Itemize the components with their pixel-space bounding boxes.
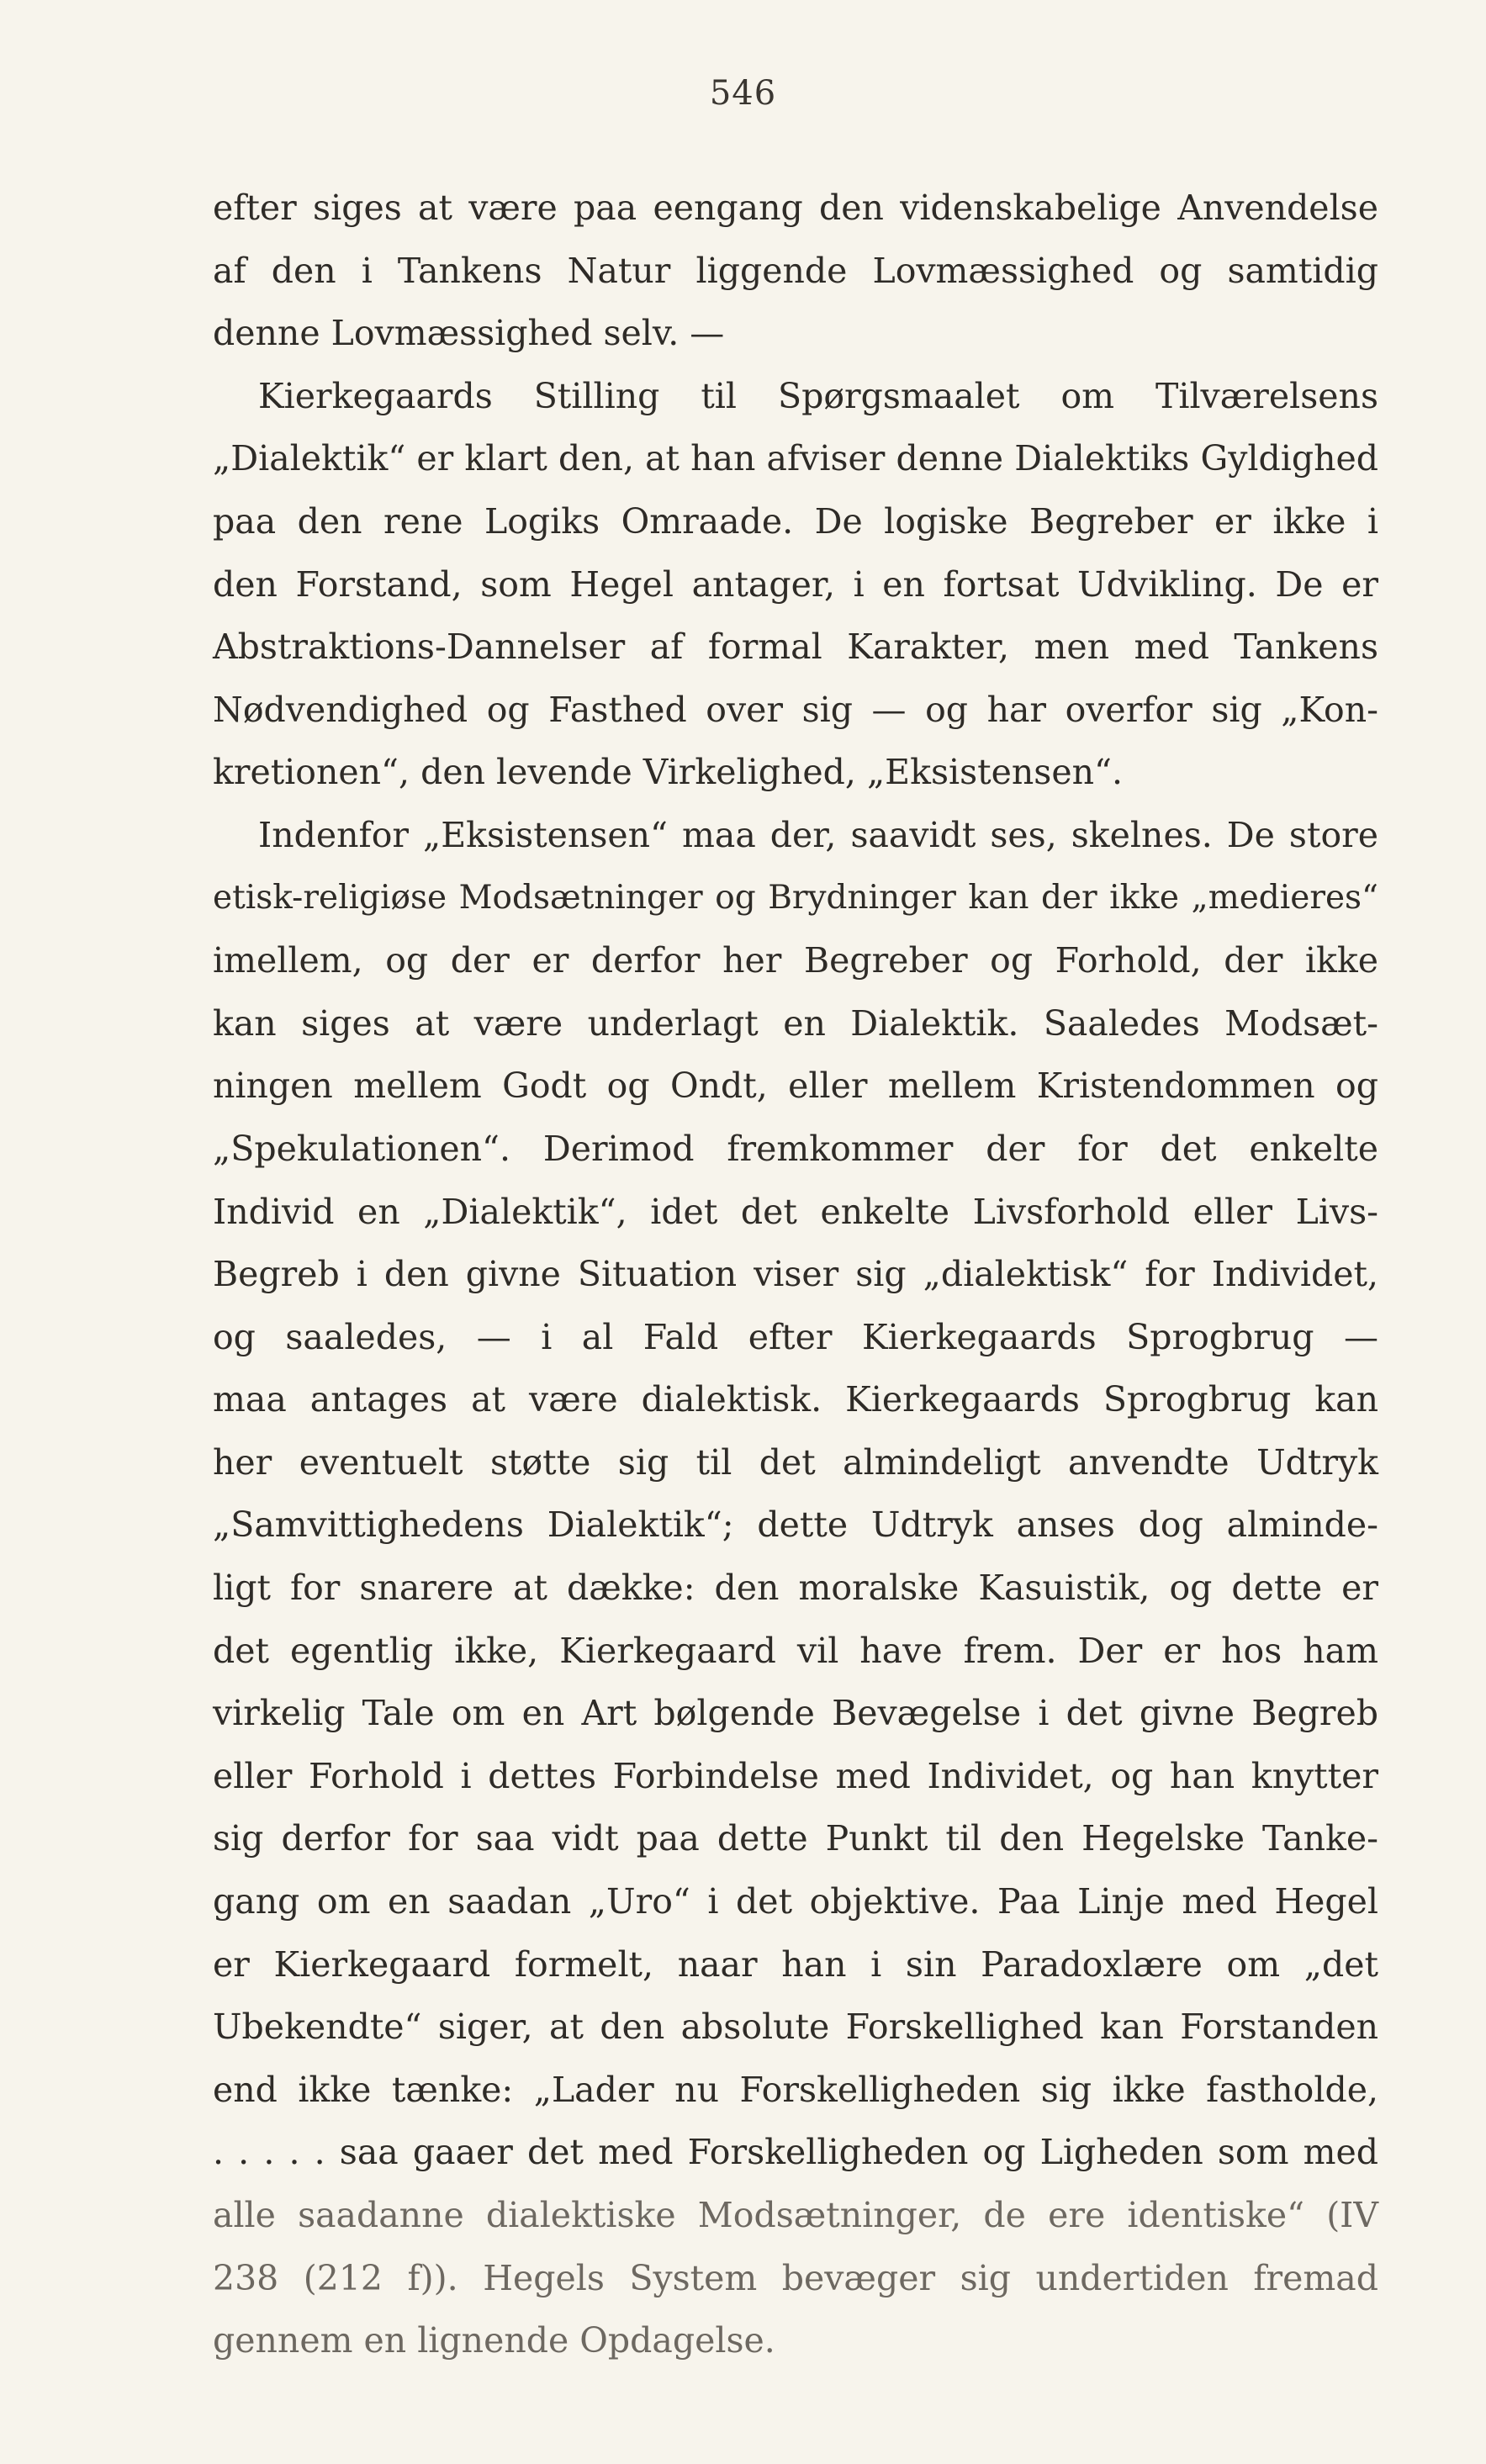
text-line: Kierkegaards Stilling til Spørgsmaalet om Tilværelsens bbox=[258, 375, 1378, 416]
text-line: „Dialektik“ er klart den, at han afviser denne Dialektiks Gyldighed bbox=[213, 438, 1378, 479]
text-line: „Spekulationen“. Derimod fremkommer der for det enkelte bbox=[213, 1128, 1378, 1169]
text-line: Abstraktions-Dannelser af formal Karakter, men med Tankens bbox=[213, 627, 1378, 668]
text-line: Ubekendte“ siger, at den absolute Forskellighed kan Forstanden bbox=[213, 2007, 1378, 2048]
text-line: gennem en lignende Opdagelse. bbox=[213, 2320, 775, 2361]
text-line: maa antages at være dialektisk. Kierkegaards Sprogbrug kan bbox=[213, 1379, 1378, 1420]
text-line: imellem, og der er derfor her Begreber og Forhold, der ikke bbox=[213, 940, 1378, 981]
text-line: denne Lovmæssighed selv. — bbox=[213, 313, 725, 354]
text-line: kan siges at være underlagt en Dialektik. Saaledes Modsæt- bbox=[213, 1002, 1378, 1044]
text-line: sig derfor for saa vidt paa dette Punkt til den Hegelske Tanke- bbox=[213, 1818, 1378, 1859]
text-line: den Forstand, som Hegel antager, i en fortsat Udvikling. De er bbox=[213, 563, 1378, 605]
text-line: Indenfor „Eksistensen“ maa der, saavidt ses, skelnes. De store bbox=[258, 814, 1378, 855]
text-line: alle saadanne dialektiske Modsætninger, de ere identiske“ (IV bbox=[213, 2195, 1378, 2235]
text-line: virkelig Tale om en Art bølgende Bevægelse i det givne Begreb bbox=[213, 1693, 1378, 1734]
text-line: efter siges at være paa eengang den videnskabelige Anvendelse bbox=[213, 188, 1378, 228]
text-line: og saaledes, — i al Fald efter Kierkegaards Sprogbrug — bbox=[213, 1316, 1378, 1357]
page-number: 546 bbox=[709, 74, 777, 113]
text-line: end ikke tænke: „Lader nu Forskelligheden sig ikke fastholde, bbox=[213, 2069, 1378, 2110]
text-line: eller Forhold i dettes Forbindelse med Individet, og han knytter bbox=[213, 1755, 1378, 1796]
text-line: ningen mellem Godt og Ondt, eller mellem Kristendommen og bbox=[213, 1065, 1378, 1107]
body-text bbox=[213, 177, 1378, 2372]
text-line: etisk-religiøse Modsætninger og Brydninger kan der ikke „medieres“ bbox=[213, 878, 1378, 917]
text-line: af den i Tankens Natur liggende Lovmæssighed og samtidig bbox=[213, 250, 1378, 291]
text-line: 238 (212 f)). Hegels System bevæger sig undertiden fremad bbox=[213, 2257, 1378, 2298]
text-line: paa den rene Logiks Omraade. De logiske Begreber er ikke i bbox=[213, 500, 1378, 542]
text-line: det egentlig ikke, Kierkegaard vil have frem. Der er hos ham bbox=[213, 1630, 1378, 1671]
text-line: . . . . . saa gaaer det med Forskelligheden og Ligheden som med bbox=[213, 2132, 1378, 2173]
text-line: Begreb i den givne Situation viser sig „dialektisk“ for Individet, bbox=[213, 1254, 1378, 1295]
text-line: her eventuelt støtte sig til det almindeligt anvendte Udtryk bbox=[213, 1441, 1378, 1483]
text-line: Individ en „Dialektik“, idet det enkelte Livsforhold eller Livs- bbox=[213, 1191, 1378, 1232]
text-line: kretionen“, den levende Virkelighed, „Eksistensen“. bbox=[213, 752, 1123, 793]
text-line: er Kierkegaard formelt, naar han i sin Paradoxlære om „det bbox=[213, 1943, 1378, 1985]
text-line: ligt for snarere at dække: den moralske Kasuistik, og dette er bbox=[213, 1568, 1378, 1609]
text-line: „Samvittighedens Dialektik“; dette Udtryk anses dog alminde- bbox=[213, 1504, 1378, 1546]
text-line: gang om en saadan „Uro“ i det objektive. Paa Linje med Hegel bbox=[213, 1881, 1378, 1922]
text-line: Nødvendighed og Fasthed over sig — og har overfor sig „Kon- bbox=[213, 689, 1378, 730]
